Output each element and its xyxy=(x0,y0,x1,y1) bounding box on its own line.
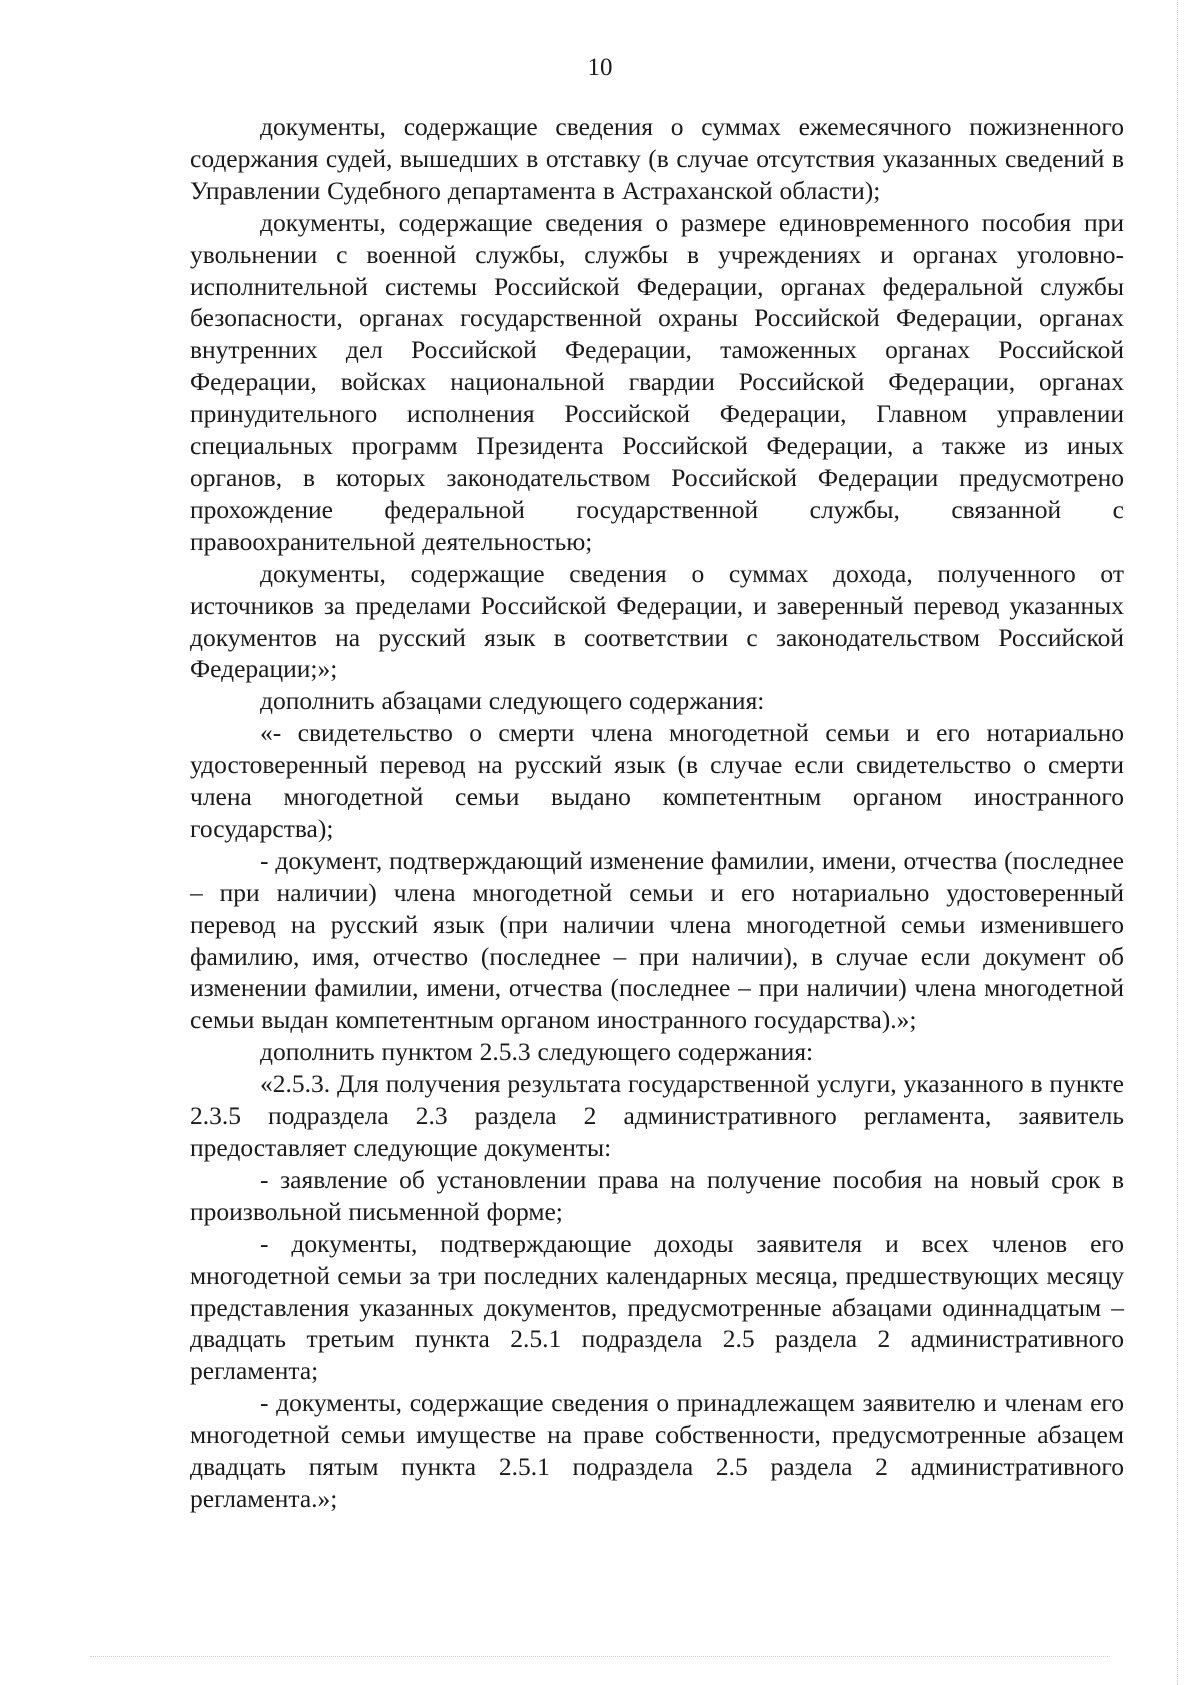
paragraph: дополнить абзацами следующего содержания: xyxy=(260,686,765,716)
paragraph: «- свидетельство о смерти члена многодетной семьи и его нотариально удостоверенный перевод на русский язык (в случае если свидетельство о смерти члена многодетной семьи выдано компетентным органом иностранного государства); xyxy=(190,718,1124,843)
scan-edge-right xyxy=(1176,0,1178,1685)
paragraph: - заявление об установлении права на получение пособия на новый срок в произвольной письменной форме; xyxy=(190,1164,1124,1226)
page-number: 10 xyxy=(587,54,613,81)
paragraph: «2.5.3. Для получения результата государственной услуги, указанного в пункте 2.3.5 подраздела 2.3 раздела 2 административного регламента, заявитель предоставляет следующие документы: xyxy=(190,1069,1124,1162)
paragraph: дополнить пунктом 2.5.3 следующего содержания: xyxy=(260,1037,814,1067)
document-body xyxy=(190,111,1124,1515)
paragraph: - документ, подтверждающий изменение фамилии, имени, отчества (последнее – при наличии) члена многодетной семьи и его нотариально удостоверенный перевод на русский язык (при наличии члена многодетной семьи изменившего фамилию, имя, отчество (последнее – при наличии), в случае если документ об изменении фамилии, имени, отчества (последнее – при наличии) члена многодетной семьи выдан компетентным органом иностранного государства).»; xyxy=(190,845,1124,1035)
paragraph: - документы, подтверждающие доходы заявителя и всех членов его многодетной семьи за три последних календарных месяца, предшествующих месяцу представления указанных документов, предусмотренные абзацами одиннадцатым – двадцать третьим пункта 2.5.1 подраздела 2.5 раздела 2 административного регламента; xyxy=(190,1228,1124,1386)
paragraph: - документы, содержащие сведения о принадлежащем заявителю и членам его многодетной семьи имуществе на праве собственности, предусмотренные абзацем двадцать пятым пункта 2.5.1 подраздела 2.5 раздела 2 административного регламента.»; xyxy=(190,1388,1124,1513)
paragraph: документы, содержащие сведения о размере единовременного пособия при увольнении с военной службы, службы в учреждениях и органах уголовно-исполнительной системы Российской Федерации, органах федеральной службы безопасности, органах государственной охраны Российской Федерации, органах внутренних дел Российской Федерации, таможенных органах Российской Федерации, войсках национальной гвардии Российской Федерации, органах принудительного исполнения Российской Федерации, Главном управлении специальных программ Президента Российской Федерации, а также из иных органов, в которых законодательством Российской Федерации предусмотрено прохождение федеральной государственной службы, связанной с правоохранительной деятельностью; xyxy=(190,207,1124,556)
scan-edge-bottom xyxy=(90,1655,1110,1657)
paragraph: документы, содержащие сведения о суммах ежемесячного пожизненного содержания судей, вышедших в отставку (в случае отсутствия указанных сведений в Управлении Судебного департамента в Астраханской области); xyxy=(190,112,1124,205)
paragraph: документы, содержащие сведения о суммах дохода, полученного от источников за пределами Российской Федерации, и заверенный перевод указанных документов на русский язык в соответствии с законодательством Российской Федерации;»; xyxy=(190,558,1124,684)
